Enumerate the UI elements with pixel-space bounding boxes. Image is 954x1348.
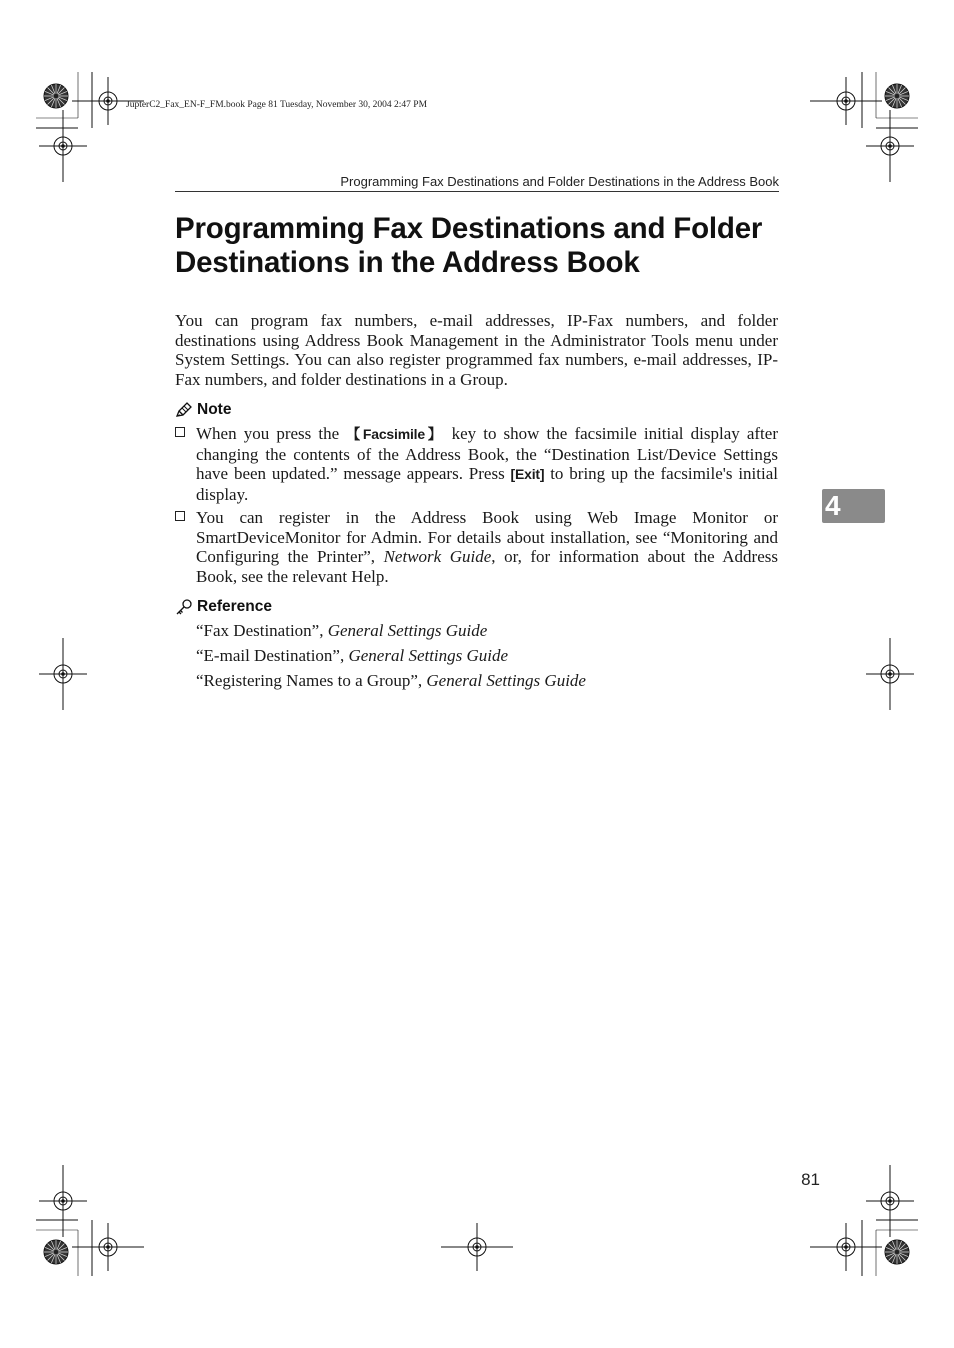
- intro-paragraph: You can program fax numbers, e-mail addresses, IP-Fax numbers, and folder destinations using Address Book Management in the Administrator Tools menu under System Settings. You can also register programmed fax numbers, e-mail addresses, IP-Fax numbers, and folder destinations in a Group.: [175, 311, 778, 389]
- page-title: [175, 212, 795, 280]
- reference-heading-label: Reference: [197, 598, 272, 615]
- exit-key: [Exit]: [510, 466, 545, 482]
- reference-item-fax-destination: “Fax Destination”, General Settings Guide: [196, 621, 488, 640]
- header-rule: [175, 191, 779, 192]
- page-number: 81: [801, 1170, 820, 1189]
- key-icon: [175, 598, 193, 616]
- reference-item-group: “Registering Names to a Group”, General Settings Guide: [196, 671, 586, 690]
- note-item-1-text: When you press the 【Facsimile】 key to show the facsimile initial display after changing the contents of the Address Book, the “Destination List/Device Settings have been updated.” message appears. Press [Exit] to bring up the facsimile's initial display.: [196, 424, 778, 504]
- file-slug: JupterC2_Fax_EN-F_FM.book Page 81 Tuesday, November 30, 2004 2:47 PM: [126, 100, 428, 110]
- reference-item-email-destination: “E-mail Destination”, General Settings Guide: [196, 646, 509, 665]
- pencil-icon: [175, 402, 193, 418]
- title-line-2: Destinations in the Address Book: [175, 246, 640, 279]
- running-head: Programming Fax Destinations and Folder Destinations in the Address Book: [340, 174, 779, 189]
- checkbox-bullet-icon: [175, 511, 185, 521]
- facsimile-key: 【Facsimile】: [346, 426, 445, 442]
- note-heading: [175, 401, 231, 419]
- note-item-2-text: You can register in the Address Book using Web Image Monitor or SmartDeviceMonitor for Admin. For details about installation, see “Monitoring and Configuring the Printer”, Network Guide, or, for information about the Address Book, see the relevant Help.: [196, 508, 778, 586]
- note-heading-label: Note: [197, 401, 232, 418]
- network-guide-title: Network Guide: [383, 547, 492, 566]
- title-line-1: Programming Fax Destinations and Folder: [175, 212, 763, 245]
- chapter-number: 4: [825, 490, 841, 521]
- checkbox-bullet-icon: [175, 427, 185, 437]
- chapter-tab: [822, 489, 885, 523]
- reference-heading: [175, 598, 272, 616]
